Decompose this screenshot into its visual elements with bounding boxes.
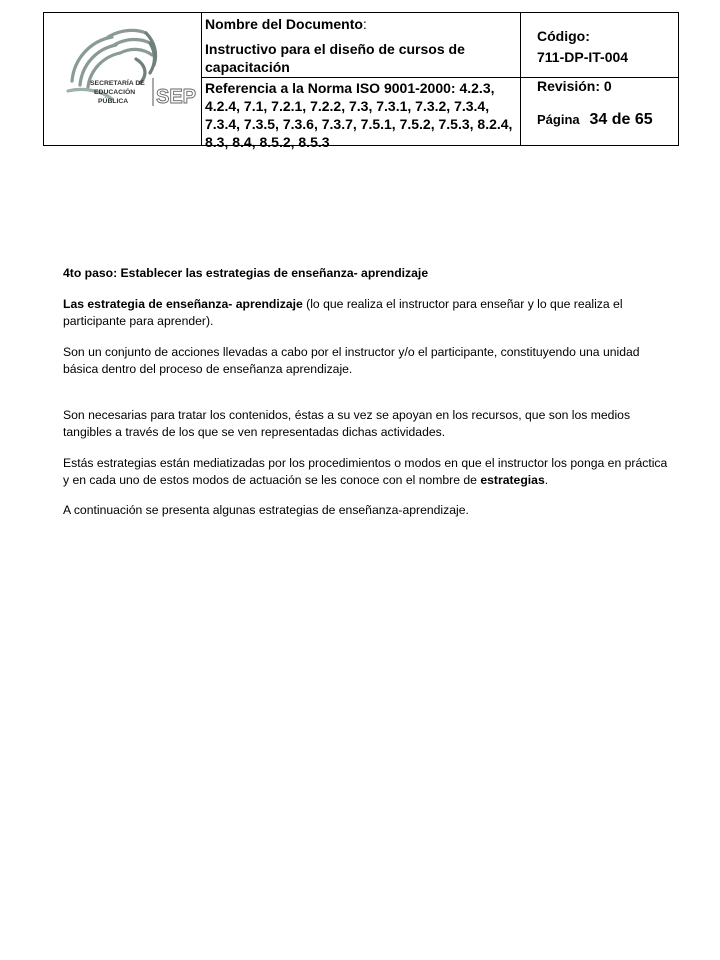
code-value: 711-DP-IT-004	[537, 49, 629, 65]
header-divider-1	[201, 13, 202, 145]
sep-logo	[50, 19, 200, 139]
paragraph-5-text: A continuación se presenta algunas estrategias de enseñanza-aprendizaje.	[63, 503, 469, 517]
doc-name-label-line	[205, 15, 515, 33]
paragraph-3	[63, 407, 673, 440]
paragraph-4	[63, 455, 673, 488]
paragraph-4-start: Estás estrategias están mediatizadas por los procedimientos o modos en que el instructor los ponga en práctica y en cada uno de estos modos de actuación se les conoce con el nombre de	[63, 456, 668, 487]
page-number	[537, 110, 653, 129]
page-value: 34 de 65	[589, 111, 653, 128]
code-label: Código:	[537, 28, 590, 44]
doc-title: Instructivo para el diseño de cursos de capacitación	[205, 41, 465, 75]
revision-label: Revisión: 0	[537, 78, 612, 94]
paragraph-2	[63, 344, 673, 377]
logo-org-line-3: PÚBLICA	[98, 98, 129, 105]
document-header-table	[43, 12, 679, 150]
paragraph-1-rest: (lo que realiza el instructor para enseñar y lo que realiza el participante para aprender).	[63, 297, 623, 328]
paragraph-3-text: Son necesarias para tratar los contenidos, éstas a su vez se apoyan en los recursos, que son los medios tangibles a través de los que se ven representadas dichas actividades.	[63, 408, 631, 439]
logo-org-line-2: EDUCACIÓN	[94, 89, 136, 96]
header-divider-2	[520, 13, 521, 145]
doc-name-colon: :	[362, 16, 367, 32]
paragraph-1-bold: Las estrategia de enseñanza- aprendizaje	[63, 297, 303, 311]
logo-acronym: SEP	[156, 86, 197, 108]
paragraph-5	[63, 502, 673, 519]
paragraph-4-bold: estrategias	[480, 472, 545, 487]
paragraph-1	[63, 296, 673, 329]
paragraph-4-end: .	[544, 472, 549, 487]
norm-reference: Referencia a la Norma ISO 9001-2000: 4.2.3, 4.2.4, 7.1, 7.2.1, 7.2.2, 7.3, 7.3.1, 7.3.2, 7.3.4, 7.3.4, 7.3.5, 7.3.6, 7.3.7, 7.5.1, 7.5.2, 7.5.3, 8.2.4, 8.3, 8.4, 8.5.2, 8.5.3	[205, 80, 513, 150]
step-title-text: 4to paso: Establecer las estrategias de enseñanza- aprendizaje	[63, 266, 429, 280]
page-label: Página	[537, 112, 580, 127]
doc-name-cell	[205, 15, 515, 76]
step-title	[63, 265, 673, 282]
logo-org-line-1: SECRETARÍA DE	[90, 80, 145, 87]
doc-name-label: Nombre del Documento	[205, 16, 363, 32]
paragraph-2-text: Son un conjunto de acciones llevadas a cabo por el instructor y/o el participante, constituyendo una unidad básica dentro del proceso de enseñanza aprendizaje.	[63, 345, 640, 376]
